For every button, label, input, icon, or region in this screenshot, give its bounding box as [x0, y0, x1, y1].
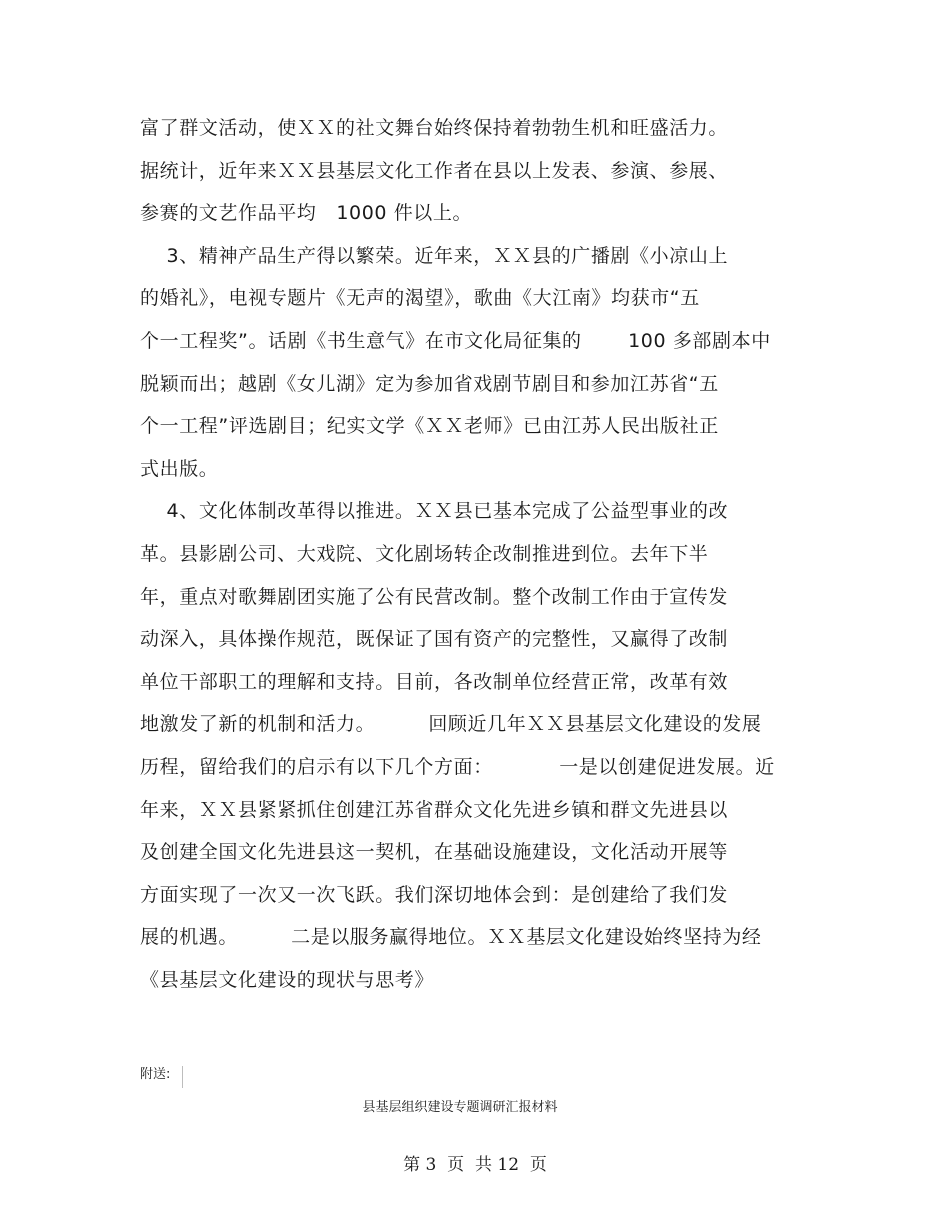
- text-line: 个一工程奖”。话剧《书生意气》在市文化局征集的 100 多部剧本中: [140, 330, 771, 352]
- text-line: 历程，留给我们的启示有以下几个方面： 一是以创建促进发展。近: [140, 756, 775, 778]
- text-line: 据统计，近年来ＸＸ县基层文化工作者在县以上发表、参演、参展、: [140, 160, 729, 182]
- text-line: 参赛的文艺作品平均 1000 件以上。: [140, 202, 473, 224]
- page-footer: 第 3 页 共 12 页: [403, 1155, 547, 1175]
- text-line: 《县基层文化建设的现状与思考》: [140, 969, 435, 991]
- text-line: 动深入，具体操作规范，既保证了国有资产的完整性，又赢得了改制: [140, 628, 729, 650]
- text-line: 个一工程”评选剧目；纪实文学《ＸＸ老师》已由江苏人民出版社正: [140, 415, 719, 437]
- text-line: 富了群文活动，使ＸＸ的社文舞台始终保持着勃勃生机和旺盛活力。: [140, 117, 729, 139]
- text-line: 革。县影剧公司、大戏院、文化剧场转企改制推进到位。去年下半: [140, 543, 709, 565]
- attachment-title: 县基层组织建设专题调研汇报材料: [362, 1100, 558, 1115]
- text-line: 年，重点对歌舞剧团实施了公有民营改制。整个改制工作由于宣传发: [140, 586, 729, 608]
- attachment-label: 附送:: [140, 1066, 183, 1088]
- text-line: 3、精神产品生产得以繁荣。近年来，ＸＸ县的广播剧《小凉山上: [140, 245, 729, 267]
- text-line: 方面实现了一次又一次飞跃。我们深切地体会到：是创建给了我们发: [140, 884, 729, 906]
- text-line: 展的机遇。 二是以服务赢得地位。ＸＸ基层文化建设始终坚持为经: [140, 926, 762, 948]
- text-line: 脱颖而出；越剧《女儿湖》定为参加省戏剧节剧目和参加江苏省“五: [140, 373, 719, 395]
- text-line: 单位干部职工的理解和支持。目前，各改制单位经营正常，改革有效: [140, 671, 729, 693]
- text-line: 年来，ＸＸ县紧紧抓住创建江苏省群众文化先进乡镇和群文先进县以: [140, 799, 729, 821]
- text-line: 及创建全国文化先进县这一契机，在基础设施建设，文化活动开展等: [140, 841, 729, 863]
- text-line: 地激发了新的机制和活力。 回顾近几年ＸＸ县基层文化建设的发展: [140, 713, 762, 735]
- text-line: 的婚礼》，电视专题片《无声的渴望》，歌曲《大江南》均获市“五: [140, 287, 700, 309]
- text-line: 式出版。: [140, 458, 219, 480]
- text-line: 4、文化体制改革得以推进。ＸＸ县已基本完成了公益型事业的改: [140, 500, 729, 522]
